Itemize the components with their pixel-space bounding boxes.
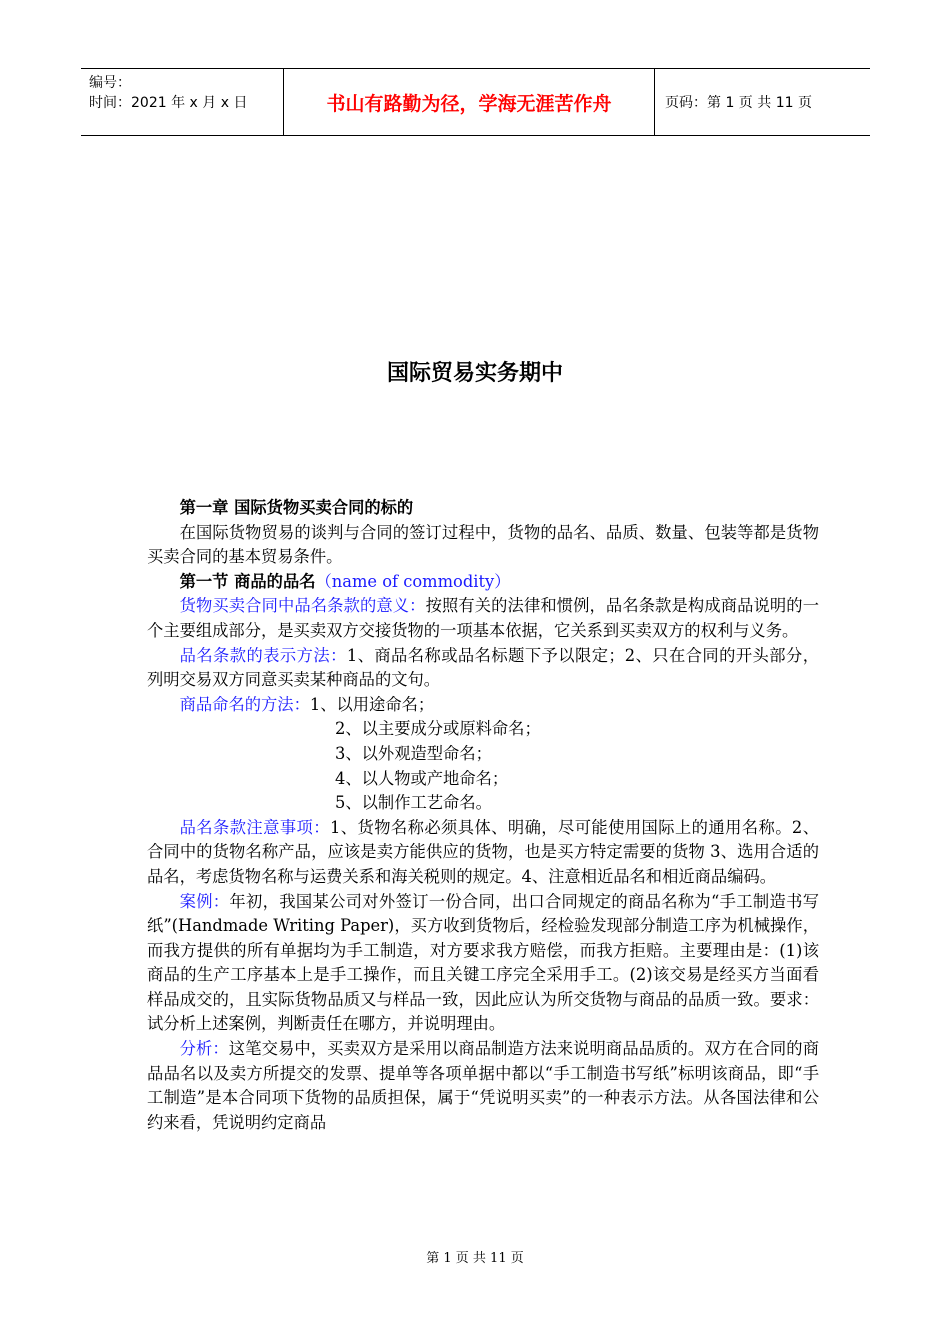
page-header (81, 68, 870, 136)
naming-method-item: 2、以主要成分或原料命名； (335, 719, 541, 739)
text-case: 年初，我国某公司对外签订一份合同，出口合同规定的商品名称为“手工制造书写纸”(Handmade Writing Paper)，买方收到货物后，经检验发现部分制造工序为机械操作，而我方提供的所有单据均为手工制造，对方要求我方赔偿，而我方拒赔。主要理由是：(1)该商品的生产工序基本上是手工操作，而且关键工序完全采用手工。(2)该交易是经买方当面看样品成交的，且实际货物品质又与样品一致，因此应认为所交货物与商品的品质一致。要求：试分析上述案例，判断责任在哪方，并说明理由。 (147, 891, 819, 1034)
paragraph-case (147, 890, 819, 1038)
paragraph-expression (147, 644, 819, 693)
section-heading-zh: 第一节 商品的品名 (179, 571, 316, 591)
section-heading (147, 570, 819, 595)
paragraph-naming (147, 693, 819, 718)
label-notes: 品名条款注意事项： (179, 817, 330, 837)
label-significance: 货物买卖合同中品名条款的意义： (179, 596, 426, 616)
time-label: 时间：2021 年 x 月 x 日 (89, 95, 248, 111)
paragraph-significance (147, 594, 819, 643)
paragraph-notes (147, 816, 819, 890)
intro-paragraph: 在国际货物贸易的谈判与合同的签订过程中，货物的品名、品质、数量、包装等都是货物买卖合同的基本贸易条件。 (147, 522, 819, 567)
naming-method-item: 5、以制作工艺命名。 (335, 793, 492, 813)
label-expression: 品名条款的表示方法： (179, 645, 347, 665)
naming-method-item: 4、以人物或产地命名； (335, 768, 509, 788)
naming-method-item: 3、以外观造型命名； (335, 743, 492, 763)
paragraph-analysis (147, 1037, 819, 1135)
page-footer: 第 1 页 共 11 页 (426, 1251, 524, 1266)
chapter-heading: 第一章 国际货物买卖合同的标的 (179, 498, 414, 517)
header-page-info: 页码：第 1 页 共 11 页 (665, 95, 812, 111)
label-case: 案例： (179, 891, 230, 911)
label-naming: 商品命名的方法： (179, 694, 310, 714)
header-meta (81, 69, 283, 135)
number-label: 编号： (89, 75, 131, 91)
document-body (147, 496, 819, 1135)
section-heading-en: （name of commodity） (315, 571, 511, 591)
document-title: 国际贸易实务期中 (386, 361, 563, 386)
label-analysis: 分析： (179, 1039, 229, 1059)
text-analysis: 这笔交易中，买卖双方是采用以商品制造方法来说明商品品质的。双方在合同的商品品名以及卖方所提交的发票、提单等各项单据中都以“手工制造书写纸”标明该商品，即“手工制造”是本合同项下货物的品质担保，属于“凭说明买卖”的一种表示方法。从各国法律和公约来看，凭说明约定商品 (147, 1039, 819, 1132)
text-notes: 1、货物名称必须具体、明确，尽可能使用国际上的通用名称。2、合同中的货物名称产品，应该是卖方能供应的货物，也是买方特定需要的货物 3、选用合适的品名，考虑货物名称与运费关系和海关税则的规定。4、注意相近品名和相近商品编码。 (147, 817, 819, 886)
text-significance: 按照有关的法律和惯例，品名条款是构成商品说明的一个主要组成部分，是买卖双方交接货物的一项基本依据，它关系到买卖双方的权利与义务。 (147, 596, 819, 640)
text-expression: 1、商品名称或品名标题下予以限定；2、只在合同的开头部分，列明交易双方同意买卖某种商品的文句。 (147, 645, 819, 690)
naming-method-item: 1、以用途命名； (309, 694, 435, 714)
header-motto: 书山有路勤为径，学海无涯苦作舟 (283, 69, 655, 135)
